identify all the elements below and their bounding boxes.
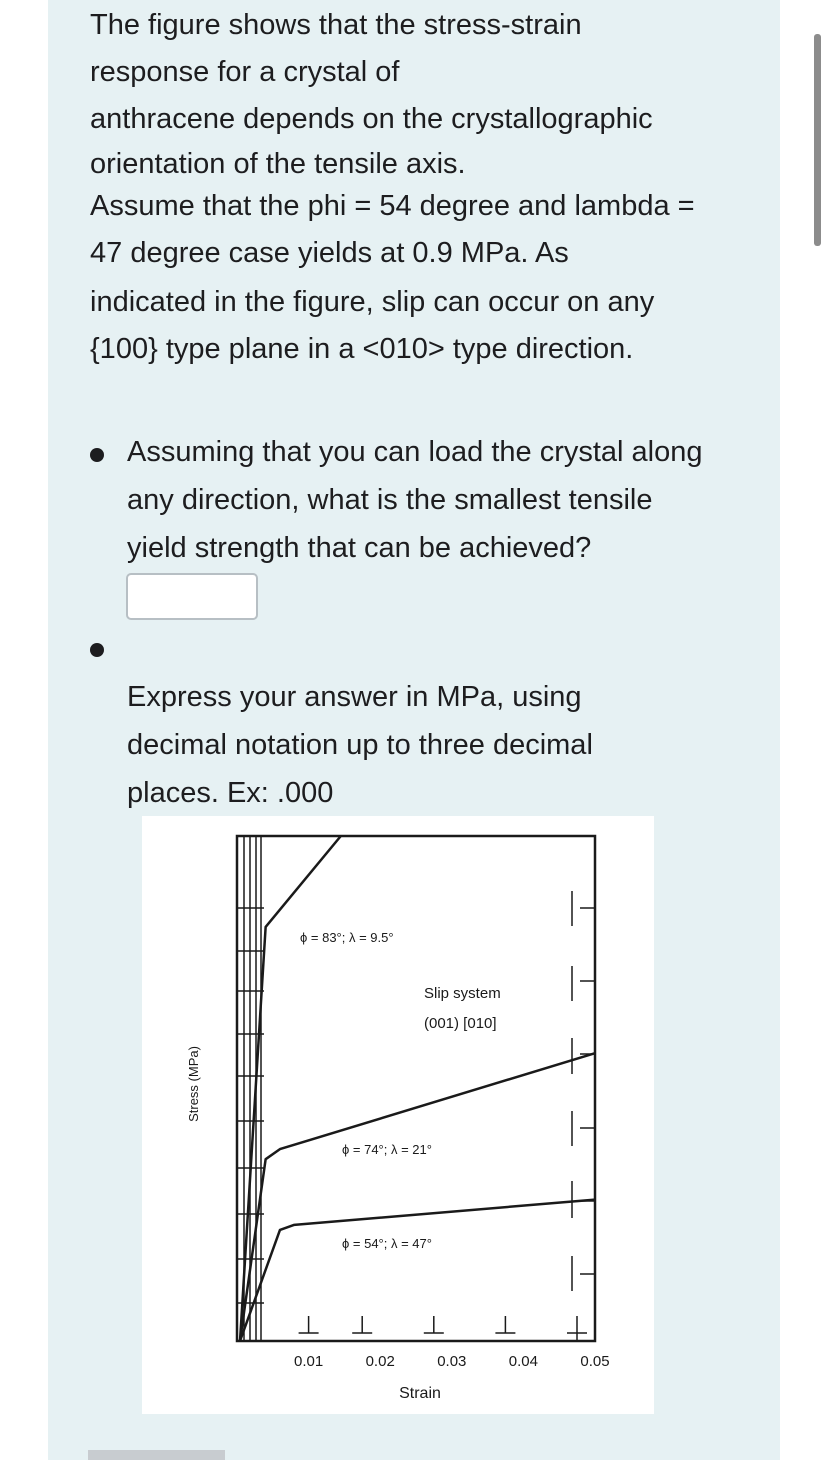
answer-input[interactable]: [126, 573, 258, 620]
x-tick-label: 0.05: [580, 1353, 610, 1370]
plot-frame: [237, 836, 595, 1341]
series-label-3: ϕ = 54°; λ = 47°: [342, 1236, 432, 1251]
instruction-line: Express your answer in MPa, using: [127, 681, 582, 713]
intro-line: indicated in the figure, slip can occur on any: [90, 286, 655, 318]
x-tick: [567, 1316, 587, 1341]
intro-line: {100} type plane in a <010> type direction.: [90, 333, 634, 365]
instruction-line: places. Ex: .000: [127, 777, 334, 809]
x-tick-label: 0.02: [365, 1353, 395, 1370]
question-line: any direction, what is the smallest tensile: [127, 484, 653, 516]
x-tick: [495, 1316, 515, 1333]
instruction-line: decimal notation up to three decimal: [127, 729, 593, 761]
annotation-slip-planes: (001) [010]: [424, 1015, 497, 1032]
x-tick: [299, 1316, 319, 1333]
left-edge-lines: [244, 836, 261, 1341]
question-line: Assuming that you can load the crystal along: [127, 436, 703, 468]
x-axis-label: Strain: [399, 1385, 441, 1402]
intro-line: The figure shows that the stress-strain: [90, 9, 582, 41]
x-tick-label: 0.01: [293, 1353, 324, 1370]
x-tick-labels: [294, 1353, 610, 1370]
series-group: [240, 836, 595, 1341]
bullet-dot-2: [90, 643, 104, 657]
intro-line: anthracene depends on the crystallographic: [90, 103, 653, 135]
x-tick: [352, 1316, 372, 1333]
intro-line: Assume that the phi = 54 degree and lambda =: [90, 190, 695, 222]
x-tick-marks: [299, 1316, 587, 1341]
series-label-2: ϕ = 74°; λ = 21°: [342, 1142, 432, 1157]
question-line: yield strength that can be achieved?: [127, 532, 592, 564]
annotation-slip-system: Slip system: [424, 985, 501, 1002]
series-line-1: [240, 836, 341, 1341]
x-tick-label: 0.03: [437, 1353, 467, 1370]
stress-strain-chart: [142, 816, 654, 1414]
series-line-2: [240, 1053, 595, 1341]
problem-statement: [90, 2, 740, 373]
question-text: [127, 428, 703, 572]
stress-strain-figure: [142, 816, 654, 1414]
right-edge-ticks: [580, 908, 595, 1274]
instructions-text: [127, 673, 593, 817]
submit-button-edge[interactable]: [88, 1450, 225, 1460]
y-axis-label: Stress (MPa): [186, 1046, 201, 1122]
intro-line: 47 degree case yields at 0.9 MPa. As: [90, 237, 569, 269]
x-tick: [424, 1316, 444, 1333]
intro-line: orientation of the tensile axis.: [90, 148, 466, 180]
vertical-scrollbar[interactable]: [814, 34, 821, 246]
bullet-dot-1: [90, 448, 104, 462]
x-tick-label: 0.04: [508, 1353, 539, 1370]
series-label-1: ϕ = 83°; λ = 9.5°: [300, 930, 394, 945]
series-line-3: [240, 1200, 595, 1341]
intro-line: response for a crystal of: [90, 56, 400, 88]
